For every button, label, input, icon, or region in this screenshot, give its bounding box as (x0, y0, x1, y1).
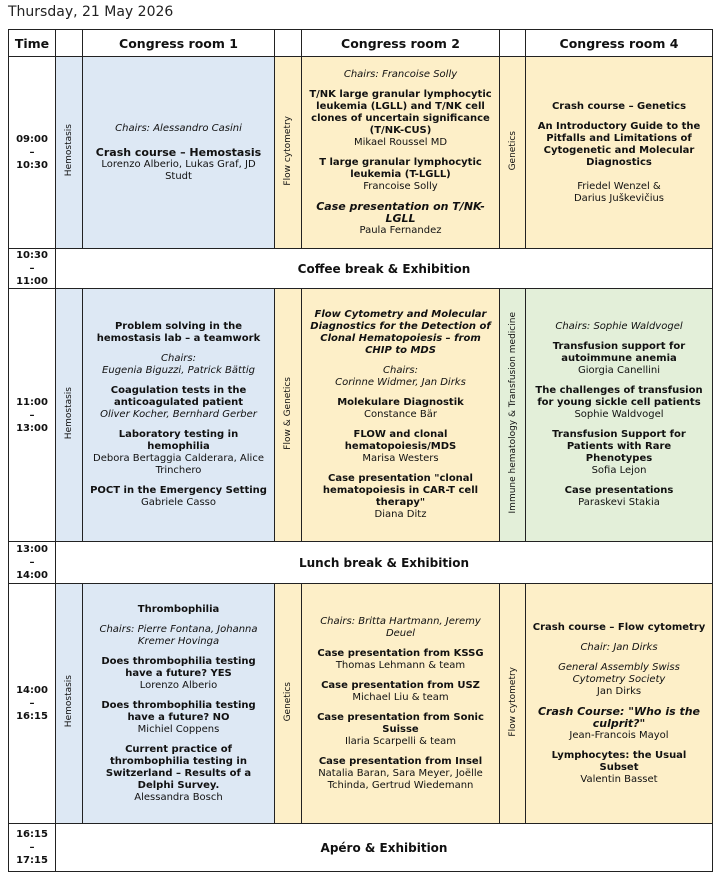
apero-break: Apéro & Exhibition (56, 824, 713, 872)
time-cell: 11:00 – 13:00 (9, 289, 56, 542)
talk-title: Current practice of thrombophilia testing in Switzerland – Results of a Delphi Survey. (105, 743, 252, 791)
session-chairs: Chair: Jan Dirks (580, 641, 658, 653)
session-chairs: Eugenia Biguzzi, Patrick Bättig (102, 365, 255, 376)
category-cell (56, 289, 83, 542)
category-cell (275, 289, 302, 542)
assembly-title: General Assembly Swiss Cytometry Society (558, 661, 680, 685)
talk-title: Case presentation from Insel (318, 755, 483, 767)
talk-speaker: Giorgia Canellini (577, 365, 661, 376)
session-cell-room-2 (302, 57, 500, 249)
lunch-break: Lunch break & Exhibition (56, 542, 713, 584)
talk-title: POCT in the Emergency Setting (90, 485, 267, 496)
talk-title: Does thrombophilia testing have a future? YES (101, 655, 256, 679)
session-chairs: Chairs: Francoise Solly (343, 68, 458, 80)
time-cell: 13:00 – 14:00 (9, 542, 56, 584)
category-label: Flow cytometry (283, 115, 293, 186)
talk-speaker: Gabriele Casso (140, 497, 217, 508)
session-cell-room-4 (526, 57, 713, 249)
schedule-date: Thursday, 21 May 2026 (8, 4, 174, 20)
category-cell (275, 584, 302, 824)
session-title: Crash course – Flow cytometry (532, 621, 706, 633)
session-chairs: Corinne Widmer, Jan Dirks (335, 377, 466, 388)
session-cell-room-1 (83, 584, 275, 824)
talk-speaker: Ilaria Scarpelli & team (344, 735, 457, 747)
talk-title: Case presentation "clonal hematopoiesis in CAR-T cell therapy" (322, 473, 479, 508)
talk-speaker: Sophie Waldvogel (574, 409, 664, 420)
header-spacer (500, 30, 526, 57)
talk-speaker: Paraskevi Stakia (578, 497, 660, 508)
talk-speaker: Lorenzo Alberio (139, 679, 218, 691)
category-cell (275, 57, 302, 249)
time-cell: 14:00 – 16:15 (9, 584, 56, 824)
talk-title: Does thrombophilia testing have a future? NO (101, 699, 256, 723)
session-cell-room-4 (526, 584, 713, 824)
talk-title: Transfusion Support for Patients with Rare Phenotypes (552, 429, 686, 464)
category-cell (500, 584, 526, 824)
talk-title: Laboratory testing in hemophilia (118, 429, 239, 452)
talk-speaker: Constance Bär (364, 409, 437, 420)
break-row (9, 542, 713, 584)
talk-speaker: Debora Bertaggia Calderara, Alice Trinchero (93, 453, 264, 476)
session-speaker: Darius Juškevičius (573, 192, 665, 204)
talk-speaker: Sofia Lejon (591, 465, 647, 476)
assembly-speaker: Jan Dirks (596, 685, 642, 697)
category-cell (500, 289, 526, 542)
category-label: Flow & Genetics (283, 376, 293, 450)
talk-title: Case presentations (564, 485, 674, 496)
talk-speaker: Oliver Kocher, Bernhard Gerber (100, 409, 257, 420)
talk-speaker: Mikael Roussel MD (353, 136, 448, 148)
time-cell: 16:15 – 17:15 (9, 824, 56, 872)
session-chairs-label: Chairs: (161, 353, 196, 364)
program-table (8, 29, 713, 872)
category-label: Immune hematology & Transfusion medicine (507, 312, 518, 514)
talk-speaker: Alessandra Bosch (134, 791, 223, 803)
talk-title: The challenges of transfusion for young sickle cell patients (535, 385, 703, 408)
talk-title: Coagulation tests in the anticoagulated patient (110, 385, 247, 408)
talk-speaker: Natalia Baran, Sara Meyer, Joëlle Tchinda, Gertrud Wiedemann (318, 767, 483, 791)
category-label: Genetics (283, 681, 293, 722)
session-chairs-label: Chairs: (383, 365, 418, 376)
session-cell-room-1 (83, 57, 275, 249)
talk-title: FLOW and clonal hematopoiesis/MDS (344, 429, 457, 452)
session-cell-room-1 (83, 289, 275, 542)
talk-speaker: Diana Ditz (374, 509, 427, 520)
session-row (9, 57, 713, 249)
session-cell-room-4 (526, 289, 713, 542)
header-spacer (56, 30, 83, 57)
header-time: Time (9, 30, 56, 57)
talk-title: Molekulare Diagnostik (337, 397, 464, 408)
header-room-2: Congress room 2 (302, 30, 500, 57)
session-row (9, 584, 713, 824)
break-row (9, 249, 713, 289)
session-row (9, 289, 713, 542)
session-title: Flow Cytometry and Molecular Diagnostics for the Detection of Clonal Hematopoiesis – from CHIP to MDS (310, 309, 491, 356)
talk-speaker: Francoise Solly (363, 180, 438, 192)
category-cell (500, 57, 526, 249)
talk-speaker: Paula Fernandez (359, 224, 442, 236)
session-title: Problem solving in the hemostasis lab – a teamwork (96, 321, 261, 344)
talk-speaker: Thomas Lehmann & team (335, 659, 466, 671)
talk-title: T large granular lymphocytic leukemia (T-LGLL) (319, 156, 482, 180)
talk-speaker: Jean-Francois Mayol (569, 729, 669, 741)
session-speakers: Lorenzo Alberio, Lukas Graf, JD Studt (101, 158, 256, 182)
talk-title: T/NK large granular lymphocytic leukemia (LGLL) and T/NK cell clones of uncertain significance (T/NK-CUS) (309, 88, 492, 136)
talk-title: Case presentation from USZ (321, 679, 480, 691)
session-cell-room-2 (302, 289, 500, 542)
time-cell: 09:00 – 10:30 (9, 57, 56, 249)
category-label: Hemostasis (64, 386, 74, 440)
coffee-break: Coffee break & Exhibition (56, 249, 713, 289)
session-title: Crash course – Genetics (551, 100, 687, 112)
talk-speaker: Michael Liu & team (352, 691, 449, 703)
session-chairs: Chairs: Alessandro Casini (115, 122, 242, 134)
session-speaker: Friedel Wenzel & (577, 180, 661, 192)
talk-title: Lymphocytes: the Usual Subset (551, 749, 687, 773)
talk-title: Case presentation from Sonic Suisse (317, 711, 484, 735)
session-title: Crash course – Hemostasis (95, 145, 262, 159)
talk-title: Crash Course: "Who is the culprit?" (537, 704, 701, 730)
category-label: Hemostasis (64, 675, 74, 728)
category-label: Flow cytometry (507, 666, 518, 737)
session-chairs: Chairs: Britta Hartmann, Jeremy Deuel (320, 615, 481, 639)
talk-speaker: Marisa Westers (362, 453, 439, 464)
talk-speaker: Michiel Coppens (137, 723, 220, 735)
category-cell (56, 57, 83, 249)
time-cell: 10:30 – 11:00 (9, 249, 56, 289)
session-chairs: Chairs: Pierre Fontana, Johanna Kremer Hovinga (99, 623, 258, 647)
header-room-1: Congress room 1 (83, 30, 275, 57)
talk-speaker: Valentin Basset (580, 773, 658, 785)
break-row (9, 824, 713, 872)
session-chairs: Chairs: Sophie Waldvogel (555, 321, 683, 332)
talk-title: Case presentation from KSSG (317, 647, 484, 659)
header-row (9, 30, 713, 57)
category-label: Hemostasis (64, 124, 74, 177)
talk-title: Case presentation on T/NK-LGLL (316, 199, 485, 225)
session-cell-room-2 (302, 584, 500, 824)
category-label: Genetics (507, 130, 518, 171)
header-room-4: Congress room 4 (526, 30, 713, 57)
header-spacer (275, 30, 302, 57)
category-cell (56, 584, 83, 824)
session-subtitle: An Introductory Guide to the Pitfalls and Limitations of Cytogenetic and Molecular Diagnostics (537, 120, 701, 168)
talk-title: Transfusion support for autoimmune anemia (552, 341, 686, 364)
session-title: Thrombophilia (137, 603, 220, 615)
